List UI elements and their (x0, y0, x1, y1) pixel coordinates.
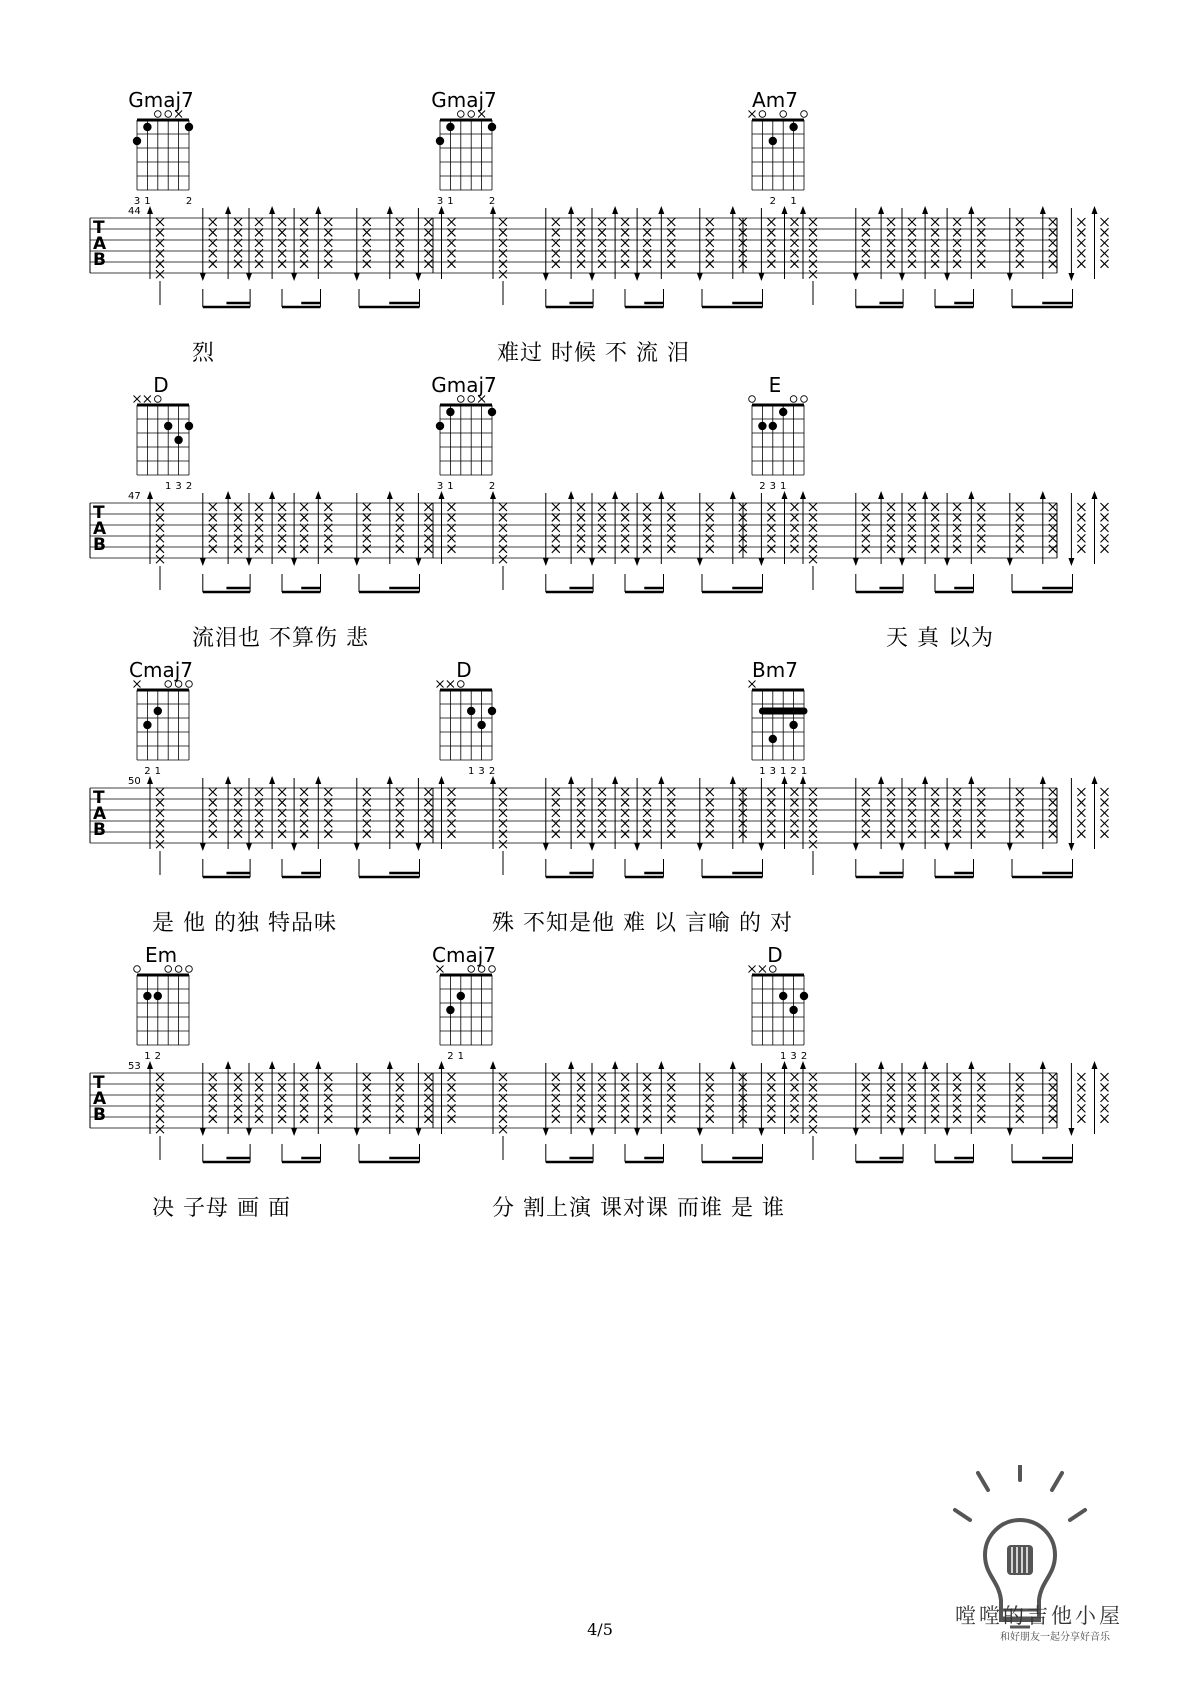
tab-clef-letter: A (93, 804, 107, 824)
finger-number: 2 (790, 766, 797, 777)
tab-clef-letter: T (93, 503, 105, 523)
strum-stroke (922, 1061, 939, 1134)
strum-stroke (944, 1063, 961, 1136)
finger-dot (477, 721, 485, 729)
strum-stroke (968, 206, 985, 279)
finger-dot (789, 1006, 797, 1014)
finger-dot (769, 422, 777, 430)
rhythm-beam (359, 1144, 420, 1162)
measure-number: 44 (128, 206, 141, 217)
strum-stroke (543, 1063, 560, 1136)
rhythm-beam (546, 859, 593, 877)
rhythm-beam (1012, 289, 1073, 307)
strum-stroke (1068, 493, 1085, 566)
strum-stroke (225, 776, 242, 849)
strum-stroke (1040, 206, 1057, 279)
lyric-line: 分 割上演 课对课 而谁 是 谁 (492, 1196, 785, 1221)
chord-diagram (133, 111, 193, 208)
strum-stroke (612, 776, 629, 849)
strum-stroke (944, 493, 961, 566)
finger-dot (779, 408, 787, 416)
staff-system (0, 365, 1200, 665)
rhythm-beam (702, 289, 763, 307)
chord-name: D (456, 658, 472, 682)
strum-stroke (730, 1061, 747, 1134)
strum-stroke (658, 776, 675, 849)
staff-system (0, 650, 1200, 950)
rhythm-beam (282, 574, 321, 592)
strum-stroke (899, 493, 916, 566)
rhythm-beam (856, 574, 903, 592)
strum-stroke (415, 493, 432, 566)
rhythm-beam (203, 289, 250, 307)
strum-stroke (658, 206, 675, 279)
strum-stroke (246, 493, 263, 566)
strum-stroke (543, 778, 560, 851)
rhythm-beam (625, 289, 664, 307)
strum-stroke (568, 206, 585, 279)
strum-stroke (800, 206, 817, 305)
staff-system (0, 935, 1200, 1235)
strum-stroke (269, 1061, 286, 1134)
strum-stroke (1092, 776, 1109, 849)
rhythm-beam (1012, 574, 1073, 592)
rhythm-beam (625, 859, 664, 877)
finger-dot (446, 123, 454, 131)
strum-stroke (439, 491, 456, 564)
strum-stroke (543, 208, 560, 281)
measure-number: 53 (128, 1061, 141, 1072)
strum-stroke (439, 1061, 456, 1134)
strum-stroke (246, 208, 263, 281)
strum-stroke (354, 208, 371, 281)
strum-stroke (1040, 776, 1057, 849)
finger-dot (488, 408, 496, 416)
finger-number: 2 (488, 481, 496, 492)
rhythm-beam (625, 1144, 664, 1162)
chord-diagram (134, 681, 193, 778)
strum-stroke (782, 1061, 799, 1134)
strum-stroke (269, 491, 286, 564)
finger-number: 3 (436, 196, 444, 207)
rhythm-beam (546, 1144, 593, 1162)
strum-stroke (1092, 1061, 1109, 1134)
strum-stroke (758, 493, 775, 566)
rhythm-beam (359, 574, 420, 592)
strum-stroke (490, 206, 507, 305)
strum-stroke (800, 1061, 817, 1160)
finger-dot (154, 707, 162, 715)
rhythm-beam (935, 289, 974, 307)
tab-clef-letter: T (93, 218, 105, 238)
strum-stroke (439, 206, 456, 279)
strum-stroke (147, 491, 164, 590)
finger-dot (143, 123, 151, 131)
strum-stroke (730, 206, 747, 279)
strum-stroke (697, 1063, 714, 1136)
strum-stroke (315, 206, 332, 279)
chord-name: Cmaj7 (129, 658, 193, 682)
finger-dot (779, 992, 787, 1000)
rhythm-beam (856, 859, 903, 877)
logo-title: 嘡嘡的吉他小屋 (955, 1604, 1123, 1628)
strum-stroke (878, 206, 895, 279)
strum-stroke (899, 208, 916, 281)
chord-diagram (749, 681, 808, 778)
strum-stroke (1007, 208, 1024, 281)
strum-stroke (878, 491, 895, 564)
chord-name: E (768, 373, 782, 397)
rhythm-beam (203, 1144, 250, 1162)
logo-subtitle: 和好朋友一起分享好音乐 (1000, 1632, 1110, 1643)
strum-stroke (200, 493, 217, 566)
chord-name: D (767, 943, 783, 967)
strum-stroke (490, 1061, 507, 1160)
strum-stroke (589, 493, 606, 566)
tab-clef-letter: B (93, 1105, 106, 1125)
strum-stroke (658, 1061, 675, 1134)
strum-stroke (490, 776, 507, 875)
finger-dot (789, 123, 797, 131)
strum-stroke (225, 491, 242, 564)
strum-stroke (697, 778, 714, 851)
rhythm-beam (203, 859, 250, 877)
finger-number: 1 (447, 196, 454, 207)
rhythm-beam (856, 289, 903, 307)
chord-name: Gmaj7 (431, 373, 497, 397)
rhythm-beam (856, 1144, 903, 1162)
strum-stroke (246, 778, 263, 851)
finger-number: 2 (185, 481, 193, 492)
finger-dot (467, 707, 475, 715)
strum-stroke (387, 1061, 404, 1134)
finger-number: 1 (780, 766, 787, 777)
strum-stroke (968, 1061, 985, 1134)
strum-stroke (782, 491, 799, 564)
chord-diagram (437, 681, 497, 778)
strum-stroke (589, 778, 606, 851)
strum-stroke (439, 776, 456, 849)
chord-name: Am7 (752, 88, 798, 112)
finger-number: 2 (800, 1051, 808, 1062)
chord-diagram (749, 111, 808, 208)
lyric-line: 流泪也 不算伤 悲 (192, 626, 369, 651)
finger-number: 1 (144, 1051, 151, 1062)
finger-number: 1 (447, 481, 454, 492)
finger-number: 2 (488, 196, 496, 207)
strum-stroke (415, 208, 432, 281)
strum-stroke (147, 1061, 164, 1160)
strum-stroke (315, 1061, 332, 1134)
strum-stroke (853, 493, 870, 566)
finger-number: 2 (447, 1051, 454, 1062)
strum-stroke (1007, 778, 1024, 851)
lyric-line: 决 子母 画 面 (152, 1196, 291, 1221)
strum-stroke (697, 208, 714, 281)
finger-number: 2 (154, 1051, 161, 1062)
strum-stroke (878, 776, 895, 849)
finger-number: 1 (457, 1051, 464, 1062)
strum-stroke (1007, 493, 1024, 566)
rhythm-beam (282, 859, 321, 877)
strum-stroke (568, 491, 585, 564)
finger-number: 1 (144, 196, 151, 207)
strum-stroke (315, 776, 332, 849)
strum-stroke (200, 1063, 217, 1136)
measure-number: 47 (128, 491, 141, 502)
chord-name: Gmaj7 (128, 88, 194, 112)
strum-stroke (568, 1061, 585, 1134)
strum-stroke (922, 491, 939, 564)
rhythm-beam (1012, 1144, 1073, 1162)
strum-stroke (490, 491, 507, 590)
finger-number: 1 (154, 766, 161, 777)
strum-stroke (1040, 491, 1057, 564)
tab-clef-letter: T (93, 788, 105, 808)
strum-stroke (899, 1063, 916, 1136)
lyric-line: 天 真 以为 (886, 626, 994, 651)
strum-stroke (944, 778, 961, 851)
rhythm-beam (625, 574, 664, 592)
chord-name: Bm7 (752, 658, 798, 682)
finger-number: 1 (468, 766, 475, 777)
strum-stroke (634, 778, 651, 851)
finger-number: 2 (185, 196, 193, 207)
strum-stroke (922, 206, 939, 279)
chord-name: D (153, 373, 169, 397)
strum-stroke (634, 493, 651, 566)
chord-diagram (134, 966, 193, 1062)
tab-clef-letter: A (93, 519, 107, 539)
tab-clef-letter: B (93, 250, 106, 270)
finger-dot (769, 735, 777, 743)
strum-stroke (387, 776, 404, 849)
finger-dot (143, 721, 151, 729)
strum-stroke (758, 778, 775, 851)
strum-stroke (1092, 206, 1109, 279)
rhythm-beam (1012, 859, 1073, 877)
strum-stroke (225, 206, 242, 279)
rhythm-beam (702, 1144, 763, 1162)
lyric-line: 烈 (192, 341, 216, 366)
strum-stroke (568, 776, 585, 849)
strum-stroke (612, 1061, 629, 1134)
strum-stroke (291, 493, 308, 566)
strum-stroke (1068, 778, 1085, 851)
strum-stroke (291, 1063, 308, 1136)
chord-diagram (436, 111, 496, 208)
finger-number: 1 (780, 1051, 787, 1062)
strum-stroke (291, 778, 308, 851)
strum-stroke (853, 208, 870, 281)
finger-number: 3 (478, 766, 485, 777)
finger-number: 3 (790, 1051, 797, 1062)
finger-dot (446, 1006, 454, 1014)
finger-dot (133, 137, 141, 145)
strum-stroke (1068, 1063, 1085, 1136)
finger-dot (436, 137, 444, 145)
lyric-line: 是 他 的独 特品味 (152, 911, 337, 936)
lyric-line: 难过 时候 不 流 泪 (497, 341, 690, 366)
finger-number: 3 (769, 481, 776, 492)
measure-number: 50 (128, 776, 141, 787)
chord-diagram (749, 396, 808, 492)
finger-dot (185, 123, 193, 131)
tab-clef-letter: T (93, 1073, 105, 1093)
strum-stroke (291, 208, 308, 281)
tab-clef-letter: B (93, 820, 106, 840)
page-number: 4/5 (587, 1620, 613, 1639)
strum-stroke (415, 778, 432, 851)
strum-stroke (147, 776, 164, 875)
finger-number: 3 (436, 481, 444, 492)
strum-stroke (697, 493, 714, 566)
strum-stroke (634, 1063, 651, 1136)
staff-system (0, 80, 1200, 380)
rhythm-beam (546, 574, 593, 592)
finger-number: 1 (800, 766, 808, 777)
strum-stroke (200, 778, 217, 851)
chord-diagram (749, 966, 809, 1063)
strum-stroke (315, 491, 332, 564)
rhythm-beam (282, 1144, 321, 1162)
strum-stroke (1092, 491, 1109, 564)
rhythm-beam (359, 289, 420, 307)
finger-number: 2 (759, 481, 766, 492)
strum-stroke (944, 208, 961, 281)
finger-number: 2 (488, 766, 496, 777)
rhythm-beam (282, 289, 321, 307)
finger-number: 3 (175, 481, 182, 492)
strum-stroke (730, 776, 747, 849)
strum-stroke (878, 1061, 895, 1134)
strum-stroke (899, 778, 916, 851)
strum-stroke (853, 1063, 870, 1136)
rhythm-beam (702, 574, 763, 592)
strum-stroke (612, 491, 629, 564)
strum-stroke (800, 491, 817, 590)
finger-number: 3 (133, 196, 141, 207)
strum-stroke (354, 493, 371, 566)
strum-stroke (200, 208, 217, 281)
strum-stroke (147, 206, 164, 305)
chord-diagram (437, 966, 496, 1063)
rhythm-beam (702, 859, 763, 877)
strum-stroke (612, 206, 629, 279)
tab-clef-letter: A (93, 234, 107, 254)
strum-stroke (387, 206, 404, 279)
strum-stroke (758, 1063, 775, 1136)
strum-stroke (800, 776, 817, 875)
finger-dot (174, 436, 182, 444)
strum-stroke (387, 491, 404, 564)
strum-stroke (415, 1063, 432, 1136)
finger-dot (185, 422, 193, 430)
rhythm-beam (359, 859, 420, 877)
finger-dot (446, 408, 454, 416)
strum-stroke (782, 206, 799, 279)
strum-stroke (758, 208, 775, 281)
finger-dot (143, 992, 151, 1000)
strum-stroke (589, 1063, 606, 1136)
strum-stroke (269, 206, 286, 279)
finger-number: 3 (769, 766, 776, 777)
strum-stroke (634, 208, 651, 281)
finger-number: 1 (165, 481, 172, 492)
finger-dot (154, 992, 162, 1000)
finger-dot (488, 123, 496, 131)
finger-number: 1 (780, 481, 787, 492)
finger-dot (769, 137, 777, 145)
finger-number: 2 (769, 196, 776, 207)
chord-diagram (134, 396, 194, 493)
finger-dot (800, 992, 808, 1000)
strum-stroke (1007, 1063, 1024, 1136)
strum-stroke (354, 1063, 371, 1136)
chord-name: Gmaj7 (431, 88, 497, 112)
rhythm-beam (935, 1144, 974, 1162)
strum-stroke (225, 1061, 242, 1134)
chord-diagram (436, 396, 496, 493)
finger-dot (488, 707, 496, 715)
strum-stroke (968, 776, 985, 849)
finger-dot (789, 721, 797, 729)
finger-number: 1 (790, 196, 797, 207)
strum-stroke (853, 778, 870, 851)
chord-name: Cmaj7 (432, 943, 496, 967)
finger-dot (164, 422, 172, 430)
lyric-line: 殊 不知是他 难 以 言喻 的 对 (492, 911, 793, 936)
strum-stroke (543, 493, 560, 566)
finger-number: 1 (759, 766, 766, 777)
strum-stroke (589, 208, 606, 281)
rhythm-beam (203, 574, 250, 592)
finger-dot (436, 422, 444, 430)
chord-name: Em (144, 943, 178, 967)
strum-stroke (922, 776, 939, 849)
rhythm-beam (935, 859, 974, 877)
strum-stroke (968, 491, 985, 564)
finger-dot (758, 422, 766, 430)
strum-stroke (1068, 208, 1085, 281)
strum-stroke (246, 1063, 263, 1136)
tab-clef-letter: A (93, 1089, 107, 1109)
strum-stroke (1040, 1061, 1057, 1134)
strum-stroke (269, 776, 286, 849)
strum-stroke (782, 776, 799, 849)
finger-number: 2 (144, 766, 151, 777)
strum-stroke (658, 491, 675, 564)
strum-stroke (354, 778, 371, 851)
tab-clef-letter: B (93, 535, 106, 555)
rhythm-beam (935, 574, 974, 592)
finger-dot (457, 992, 465, 1000)
rhythm-beam (546, 289, 593, 307)
strum-stroke (730, 491, 747, 564)
